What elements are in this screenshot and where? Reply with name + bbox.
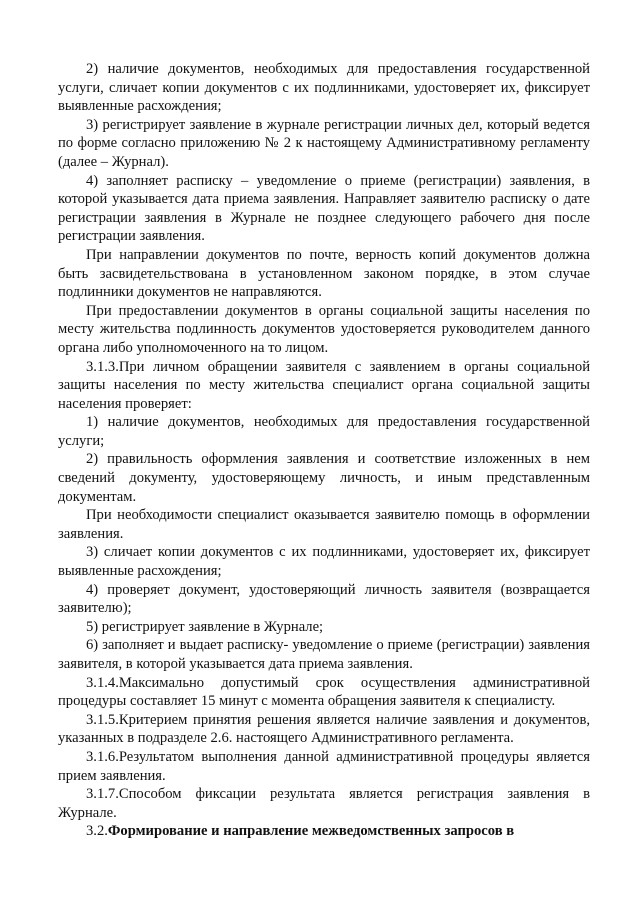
paragraph-3-1-5: 3.1.5.Критерием принятия решения является наличие заявления и документов, указанных в подразделе 2.6. настоящего Административного регламента. [58, 711, 590, 747]
paragraph-3-1-6: 3.1.6.Результатом выполнения данной административной процедуры является прием заявления. [58, 748, 590, 784]
paragraph-3-1-3: 3.1.3.При личном обращении заявителя с заявлением в органы социальной защиты населения по месту жительства специалист органа социальной защиты населения проверяет: [58, 358, 590, 412]
paragraph-assistance: При необходимости специалист оказывается заявителю помощь в оформлении заявления. [58, 507, 590, 542]
section-heading [86, 822, 606, 841]
paragraph-3-1-4: 3.1.4.Максимально допустимый срок осуществления административной процедуры составляет 15 минут с момента обращения заявителя к специалисту. [58, 674, 590, 710]
paragraph-item-4: 4) заполняет расписку – уведомление о приеме (регистрации) заявления, в которой указывается дата приема заявления. Направляет заявителю расписку о дате регистрации заявления в Журнале не позднее следующего рабочего дня после регистрации заявления. [58, 172, 590, 245]
paragraph-check-6: 6) заполняет и выдает расписку- уведомление о приеме (регистрации) заявления заявителя, в которой указывается дата приема заявления. [58, 637, 590, 672]
paragraph-check-3: 3) сличает копии документов с их подлинниками, удостоверяет их, фиксирует выявленные расхождения; [58, 544, 590, 580]
paragraph-check-4: 4) проверяет документ, удостоверяющий личность заявителя (возвращается заявителю); [58, 581, 590, 617]
paragraph-check-2: 2) правильность оформления заявления и соответствие изложенных в нем сведений документу, удостоверяющему личность, и иным представленным документам. [58, 451, 590, 505]
section-heading-title: Формирование и направление межведомственных запросов в [107, 823, 515, 839]
paragraph-item-2: 2) наличие документов, необходимых для предоставления государственной услуги, сличает копии документов с их подлинниками, удостоверяет их, фиксирует выявленные расхождения; [58, 61, 590, 115]
paragraph-3-1-7: 3.1.7.Способом фиксации результата является регистрация заявления в Журнале. [58, 786, 590, 821]
paragraph-social-protection: При предоставлении документов в органы социальной защиты населения по месту жительства подлинность документов удостоверяется руководителем данного органа либо уполномоченного на то лицом. [58, 302, 590, 356]
paragraph-mail-documents: При направлении документов по почте, верность копий документов должна быть засвидетельствована в установленном законом порядке, в этом случае подлинники документов не направляются. [58, 246, 590, 301]
paragraph-check-1: 1) наличие документов, необходимых для предоставления государственной услуги; [58, 414, 590, 449]
document-body [58, 60, 590, 822]
paragraph-item-3: 3) регистрирует заявление в журнале регистрации личных дел, который ведется по форме согласно приложению № 2 к настоящему Административному регламенту (далее – Журнал). [58, 116, 590, 170]
paragraph-check-5: 5) регистрирует заявление в Журнале; [86, 618, 324, 635]
section-heading-number: 3.2. [86, 823, 108, 839]
